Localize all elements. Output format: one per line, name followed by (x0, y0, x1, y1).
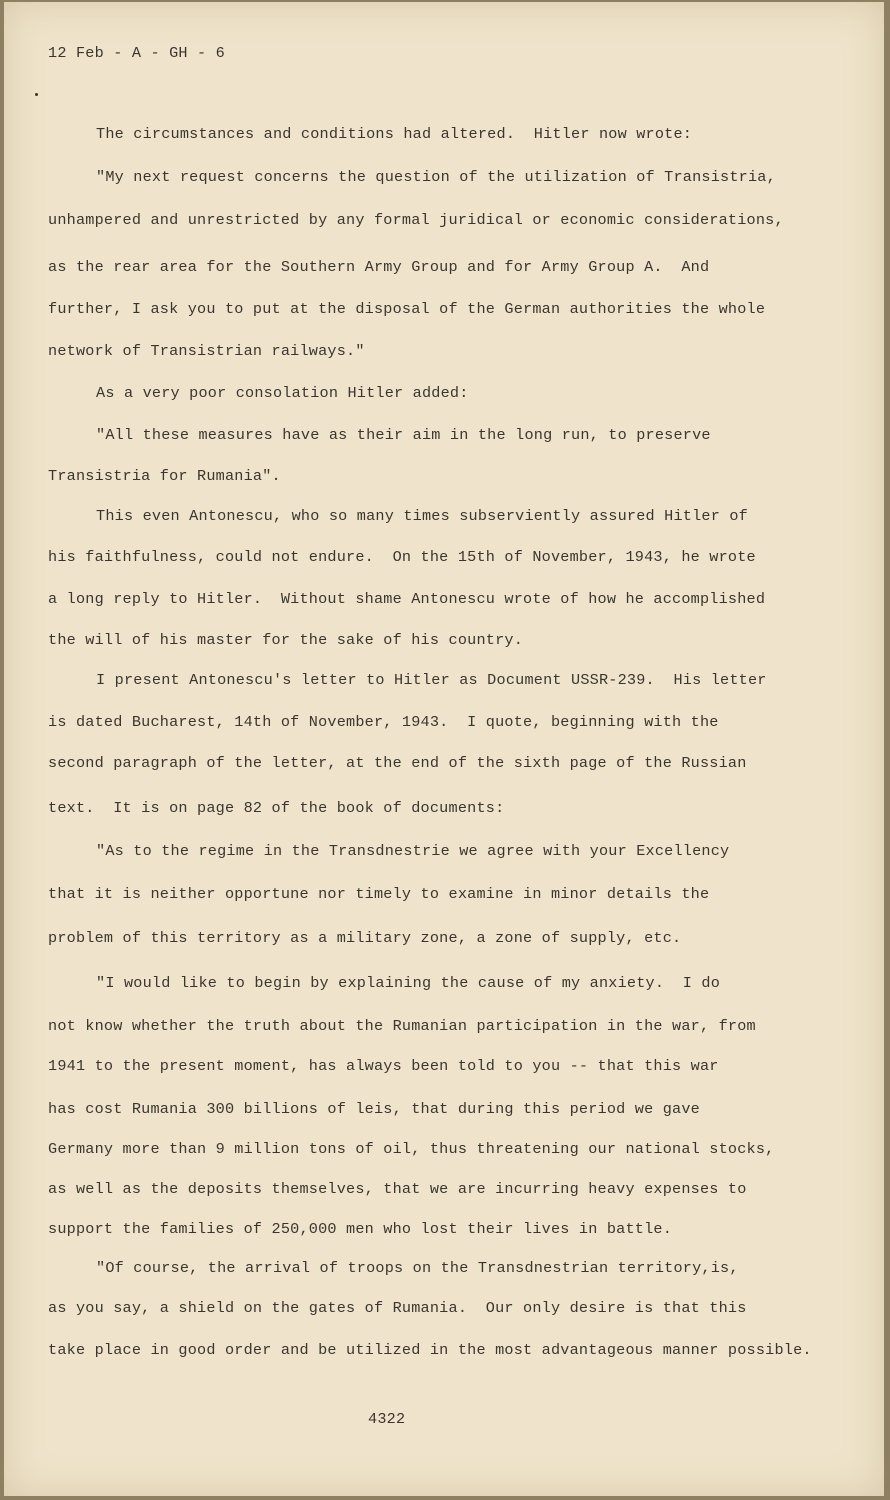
stray-mark (35, 93, 38, 96)
text-line: has cost Rumania 300 billions of leis, that during this period we gave (48, 1100, 700, 1118)
page-number: 4322 (368, 1410, 406, 1428)
text-line: 1941 to the present moment, has always been told to you -- that this war (48, 1057, 719, 1075)
text-line: as the rear area for the Southern Army Group and for Army Group A. And (48, 258, 710, 276)
text-line: is dated Bucharest, 14th of November, 1943. I quote, beginning with the (48, 713, 719, 731)
text-line: the will of his master for the sake of his country. (48, 631, 524, 649)
text-line: I present Antonescu's letter to Hitler as Document USSR-239. His letter (96, 671, 767, 689)
text-line: support the families of 250,000 men who lost their lives in battle. (48, 1220, 673, 1238)
text-line: further, I ask you to put at the disposal of the German authorities the whole (48, 300, 766, 318)
text-line: "As to the regime in the Transdnestrie we agree with your Excellency (96, 842, 730, 860)
text-line: "My next request concerns the question of the utilization of Transistria, (96, 168, 776, 186)
text-line: second paragraph of the letter, at the end of the sixth page of the Russian (48, 754, 747, 772)
text-line: network of Transistrian railways." (48, 342, 365, 360)
document-reference: 12 Feb - A - GH - 6 (48, 44, 225, 62)
text-line: "Of course, the arrival of troops on the Transdnestrian territory,is, (96, 1259, 739, 1277)
text-line: not know whether the truth about the Rumanian participation in the war, from (48, 1017, 756, 1035)
text-line: as well as the deposits themselves, that we are incurring heavy expenses to (48, 1180, 747, 1198)
text-line: The circumstances and conditions had altered. Hitler now wrote: (96, 125, 693, 143)
text-line: his faithfulness, could not endure. On the 15th of November, 1943, he wrote (48, 548, 756, 566)
text-line: This even Antonescu, who so many times subserviently assured Hitler of (96, 507, 748, 525)
text-line: "All these measures have as their aim in the long run, to preserve (96, 426, 711, 444)
text-line: that it is neither opportune nor timely to examine in minor details the (48, 885, 710, 903)
text-line: unhampered and unrestricted by any formal juridical or economic considerations, (48, 211, 784, 229)
text-line: Germany more than 9 million tons of oil, thus threatening our national stocks, (48, 1140, 775, 1158)
text-line: "I would like to begin by explaining the cause of my anxiety. I do (96, 974, 721, 992)
text-line: Transistria for Rumania". (48, 467, 281, 485)
text-line: text. It is on page 82 of the book of documents: (48, 799, 505, 817)
document-page (4, 2, 884, 1496)
text-line: a long reply to Hitler. Without shame Antonescu wrote of how he accomplished (48, 590, 766, 608)
text-line: problem of this territory as a military zone, a zone of supply, etc. (48, 929, 682, 947)
text-line: as you say, a shield on the gates of Rumania. Our only desire is that this (48, 1299, 747, 1317)
text-line: take place in good order and be utilized in the most advantageous manner possible. (48, 1341, 812, 1359)
text-line: As a very poor consolation Hitler added: (96, 384, 469, 402)
